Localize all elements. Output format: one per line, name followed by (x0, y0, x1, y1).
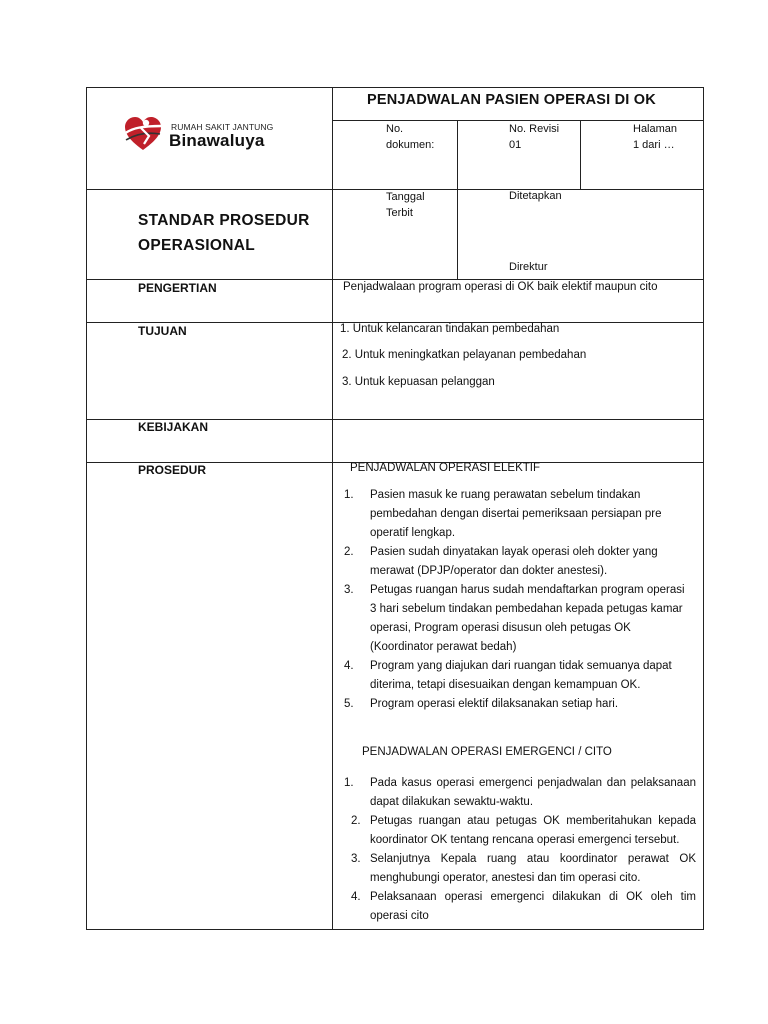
heart-logo-icon (122, 114, 164, 154)
pengertian-text: Penjadwalaan program operasi di OK baik elektif maupun cito (343, 281, 658, 293)
kebijakan-label: KEBIJAKAN (138, 420, 209, 434)
pengertian-label: PENGERTIAN (138, 281, 217, 295)
elektif-list (344, 486, 694, 714)
no-dokumen-label: No. dokumen: (386, 123, 435, 151)
list-item: 5. Program operasi elektif dilaksanakan setiap hari. (344, 698, 619, 710)
tanggal-terbit-label: Tanggal Terbit (386, 191, 425, 219)
border-right (703, 87, 704, 930)
cito-heading: PENJADWALAN OPERASI EMERGENCI / CITO (362, 746, 612, 758)
tujuan-label: TUJUAN (138, 324, 187, 338)
document-title: PENJADWALAN PASIEN OPERASI DI OK (367, 92, 656, 108)
hospital-logo (122, 114, 292, 156)
logo-line1: RUMAH SAKIT JANTUNG (171, 122, 274, 132)
list-item: 1. Pasien masuk ke ruang perawatan sebelum tindakan pembedahan dengan disertai pemeriksaan persiapan pre operatif lengkap. (344, 489, 662, 539)
column-divider (332, 87, 333, 930)
list-item: 1. Pada kasus operasi emergenci penjadwalan dan pelaksanaan dapat dilakukan sewaktu-waktu. (344, 777, 696, 808)
prosedur-label: PROSEDUR (138, 463, 207, 477)
no-revisi-value: 01 (509, 139, 522, 151)
border-left (86, 87, 87, 930)
list-item: 4. Program yang diajukan dari ruangan tidak semuanya dapat diterima, tetapi disesuaikan dengan kemampuan OK. (344, 660, 672, 691)
tujuan-item: 3. Untuk kepuasan pelanggan (342, 376, 495, 388)
divider-halaman (580, 120, 581, 190)
list-item: 2. Pasien sudah dinyatakan layak operasi oleh dokter yang merawat (DPJP/operator dan dokter anestesi). (344, 546, 658, 577)
border-bottom (86, 929, 704, 930)
direktur-label: Direktur (509, 261, 548, 273)
ditetapkan-label: Ditetapkan (509, 190, 562, 202)
list-item: 2. Petugas ruangan atau petugas OK memberitahukan kepada koordinator OK tentang rencana operasi emergenci tersebut. (351, 815, 696, 846)
sop-title: STANDAR PROSEDUR OPERASIONAL (138, 212, 310, 254)
elektif-heading: PENJADWALAN OPERASI ELEKTIF (350, 462, 541, 474)
cito-list (344, 774, 696, 926)
logo-line2: Binawaluya (169, 131, 265, 150)
halaman-label: Halaman (633, 123, 678, 135)
list-item: 3. Selanjutnya Kepala ruang atau koordinator perawat OK menghubungi operator, anestesi dan tim operasi cito. (351, 853, 696, 884)
border-top (86, 87, 704, 88)
tujuan-item: 1. Untuk kelancaran tindakan pembedahan (340, 323, 560, 335)
halaman-value: 1 dari … (633, 139, 675, 151)
tujuan-item: 2. Untuk meningkatkan pelayanan pembedahan (342, 349, 587, 361)
list-item: 4. Pelaksanaan operasi emergenci dilakukan di OK oleh tim operasi cito (351, 891, 696, 922)
list-item: 3. Petugas ruangan harus sudah mendaftarkan program operasi 3 hari sebelum tindakan pembedahan kepada petugas kamar operasi, Program operasi disusun oleh petugas OK (Koordinator perawat bedah) (344, 584, 685, 653)
divider-revisi (457, 120, 458, 280)
no-revisi-label: No. Revisi (509, 123, 560, 135)
